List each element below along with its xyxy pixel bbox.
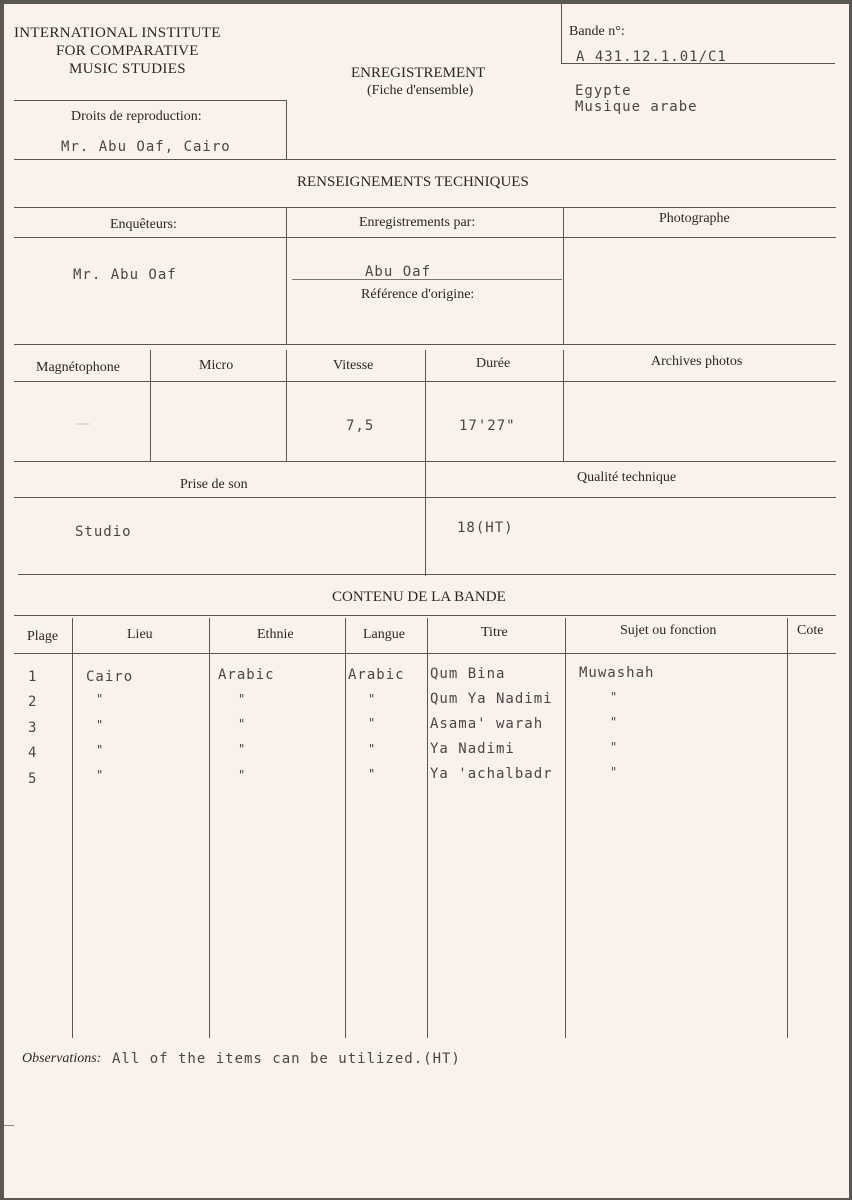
cell-langue: ": [368, 742, 377, 756]
archives-photos-label: Archives photos: [651, 354, 743, 369]
prise-de-son-label: Prise de son: [180, 477, 248, 492]
col-header-cote: Cote: [797, 623, 824, 638]
cell-langue: ": [368, 767, 377, 781]
qualite-technique-label: Qualité technique: [577, 470, 677, 485]
duree-label: Durée: [476, 356, 511, 371]
cell-langue: ": [368, 716, 377, 730]
droits-value: Mr. Abu Oaf, Cairo: [61, 139, 231, 155]
prise-de-son-value: Studio: [75, 524, 132, 540]
duree-value: 17'27": [459, 418, 516, 434]
record-sheet: [4, 4, 849, 1198]
enqueteurs-value: Mr. Abu Oaf: [73, 267, 177, 283]
institute-name-line1: INTERNATIONAL INSTITUTE: [14, 25, 221, 41]
cell-lieu: Cairo: [86, 669, 134, 685]
cell-ethnie: ": [238, 717, 247, 731]
vitesse-value: 7,5: [346, 418, 375, 434]
observations-label: Observations:: [22, 1051, 102, 1066]
cell-langue: Arabic: [348, 667, 405, 683]
cell-sujet: ": [610, 715, 619, 729]
cell-ethnie: ": [238, 768, 247, 782]
cell-plage: 1: [28, 669, 38, 685]
cell-titre: Ya Nadimi: [430, 741, 515, 757]
cell-plage: 4: [28, 745, 38, 761]
bande-number: A 431.12.1.01/C1: [576, 49, 727, 65]
cell-lieu: ": [96, 768, 105, 782]
institute-name-line3: MUSIC STUDIES: [69, 61, 186, 77]
form-title: ENREGISTREMENT: [351, 65, 486, 81]
droits-label: Droits de reproduction:: [71, 109, 202, 124]
magnetophone-value: —: [76, 416, 90, 432]
bande-label: Bande n°:: [569, 24, 625, 39]
cell-lieu: ": [96, 718, 105, 732]
cell-sujet: ": [610, 690, 619, 704]
reference-origine-label: Référence d'origine:: [361, 287, 475, 302]
col-header-titre: Titre: [481, 625, 508, 640]
cell-plage: 2: [28, 694, 38, 710]
location-genre: Musique arabe: [575, 99, 698, 115]
section-contenu-title: CONTENU DE LA BANDE: [332, 589, 506, 605]
col-header-lieu: Lieu: [127, 627, 153, 642]
enqueteurs-label: Enquêteurs:: [110, 217, 177, 232]
photographe-label: Photographe: [659, 211, 730, 226]
form-subtitle: (Fiche d'ensemble): [367, 83, 474, 98]
cell-ethnie: ": [238, 692, 247, 706]
col-header-ethnie: Ethnie: [257, 627, 294, 642]
enregistrements-value: Abu Oaf: [365, 264, 432, 280]
cell-lieu: ": [96, 743, 105, 757]
location-country: Egypte: [575, 83, 632, 99]
cell-lieu: ": [96, 692, 105, 706]
cell-titre: Asama' warah: [430, 716, 544, 732]
section-technique-title: RENSEIGNEMENTS TECHNIQUES: [297, 174, 529, 190]
cell-sujet: Muwashah: [579, 665, 655, 681]
cell-titre: Qum Ya Nadimi: [430, 691, 553, 707]
micro-label: Micro: [199, 358, 234, 373]
cell-sujet: ": [610, 765, 619, 779]
magnetophone-label: Magnétophone: [36, 360, 120, 375]
cell-langue: ": [368, 692, 377, 706]
observations-value: All of the items can be utilized.(HT): [112, 1051, 461, 1067]
col-header-plage: Plage: [27, 629, 59, 644]
cell-titre: Qum Bina: [430, 666, 506, 682]
institute-name-line2: FOR COMPARATIVE: [56, 43, 199, 59]
cell-titre: Ya 'achalbadr: [430, 766, 553, 782]
col-header-langue: Langue: [363, 627, 405, 642]
enregistrements-label: Enregistrements par:: [359, 215, 476, 230]
cell-plage: 5: [28, 771, 38, 787]
cell-ethnie: Arabic: [218, 667, 275, 683]
col-header-sujet: Sujet ou fonction: [620, 623, 717, 638]
cell-plage: 3: [28, 720, 38, 736]
qualite-technique-value: 18(HT): [457, 520, 514, 536]
cell-sujet: ": [610, 740, 619, 754]
vitesse-label: Vitesse: [333, 358, 374, 373]
cell-ethnie: ": [238, 742, 247, 756]
